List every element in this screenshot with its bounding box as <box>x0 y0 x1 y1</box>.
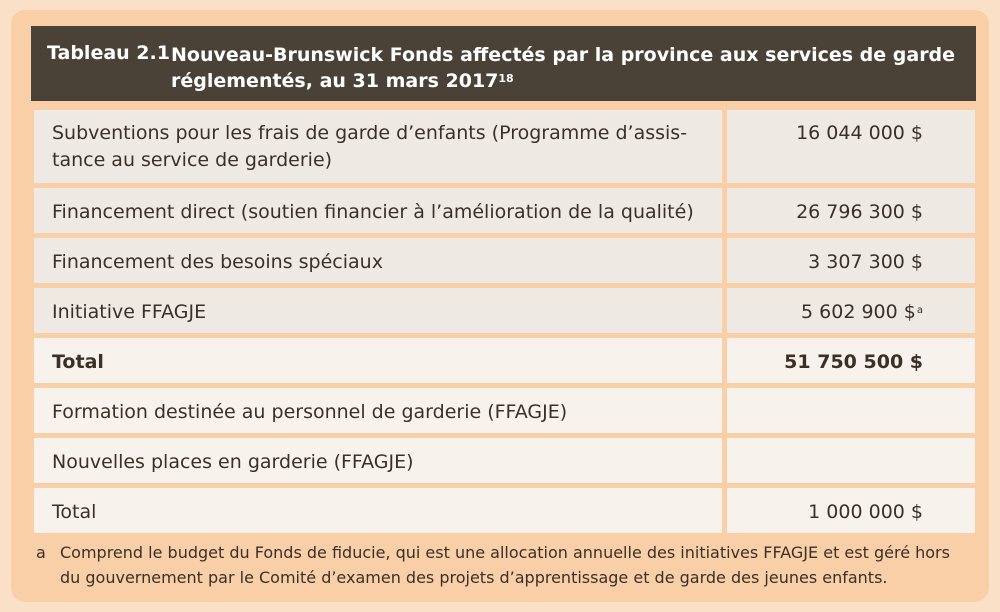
table-row-label: Financement des besoins spéciaux <box>34 238 722 283</box>
table-row-label: Total <box>34 488 722 533</box>
table-row-total-label: Total <box>34 338 722 383</box>
table-title-ref: 18 <box>498 72 514 85</box>
row-label-line1: Subventions pour les frais de garde d’enfants (Programme d’assis- <box>52 122 688 144</box>
table-number: Tableau 2.1 <box>47 42 170 64</box>
table-row-label: Nouvelles places en garderie (FFAGJE) <box>34 438 722 483</box>
table-row-label: Formation destinée au personnel de garderie (FFAGJE) <box>34 388 722 433</box>
table-row-value: 3 307 300 $ <box>727 238 975 283</box>
table-row-value <box>727 388 975 433</box>
table-row-label <box>34 110 722 183</box>
table-row-label: Financement direct (soutien financier à l’amélioration de la qualité) <box>34 188 722 233</box>
footnote-mark: a <box>36 543 46 562</box>
table-row-value: 1 000 000 $ <box>727 488 975 533</box>
table-row-label: Initiative FFAGJE <box>34 288 722 333</box>
table-title <box>171 42 961 94</box>
table-title-line2: réglementés, au 31 mars 2017 <box>171 70 499 92</box>
table-row-total-value: 51 750 500 $ <box>727 338 975 383</box>
footnote-text: Comprend le budget du Fonds de fiducie, qui est une allocation annuelle des initiatives FFAGJE et est géré hors du gouvernement par le Comité d’examen des projets d’apprentissage et de garde des jeunes enfants. <box>60 543 950 587</box>
table-row-value: 26 796 300 $ <box>727 188 975 233</box>
table-row-value <box>727 288 975 333</box>
table-header <box>31 26 976 101</box>
row-label-line2: tance au service de garderie) <box>52 149 333 171</box>
table-title-line1: Nouveau-Brunswick Fonds affectés par la province aux services de garde <box>171 44 956 66</box>
row-value-text: 5 602 900 $ <box>801 301 916 323</box>
footnote-ref: a <box>916 305 923 316</box>
table-row-value: 16 044 000 $ <box>727 110 975 183</box>
table-row-value <box>727 438 975 483</box>
